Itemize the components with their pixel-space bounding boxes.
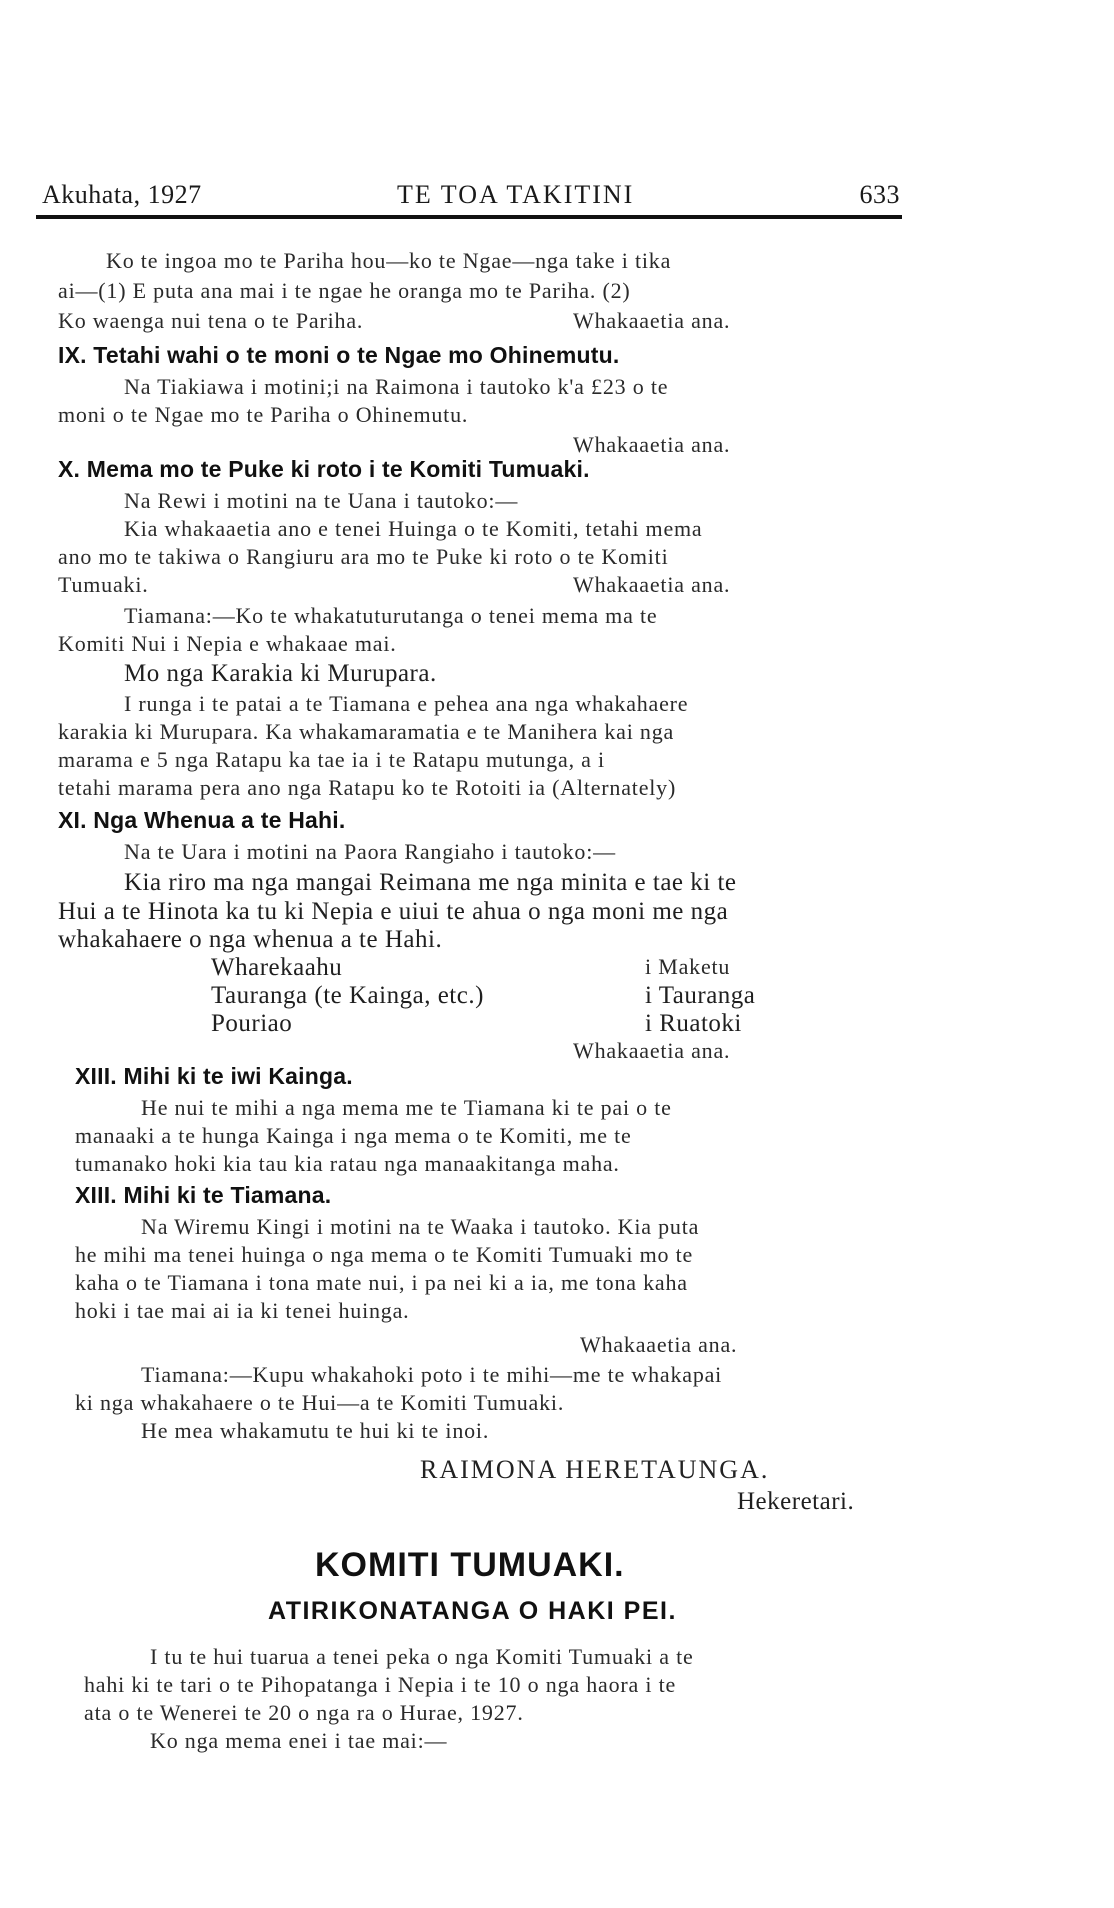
section-x-line-3: ano mo te takiwa o Rangiuru ara mo te Puke ki roto o te Komiti <box>58 544 669 569</box>
section-xiii-b-line-3: kaha o te Tiamana i tona mate nui, i pa nei ki a ia, me tona kaha <box>75 1270 688 1295</box>
header-publication-title: TE TOA TAKITINI <box>397 180 635 209</box>
section-xiii-b-line-1: Na Wiremu Kingi i motini na te Waaka i tautoko. Kia puta <box>141 1214 700 1239</box>
header-rule <box>36 215 902 219</box>
land-place-1: i Maketu <box>645 954 731 979</box>
land-place-2: i Tauranga <box>645 982 756 1009</box>
section-xi-passed: Whakaaetia ana. <box>573 1038 731 1063</box>
komiti-line-4: Ko nga mema enei i tae mai:— <box>150 1728 448 1753</box>
karakia-line-4: tetahi marama pera ano nga Ratapu ko te Rotoiti ia (Alternately) <box>58 775 677 800</box>
page-number: 633 <box>859 180 900 209</box>
intro-line-2: ai—(1) E puta ana mai i te ngae he oranga mo te Pariha. (2) <box>58 278 631 303</box>
land-name-1: Wharekaahu <box>211 954 343 981</box>
land-name-3: Pouriao <box>211 1010 293 1037</box>
karakia-line-1: I runga i te patai a te Tiamana e pehea ana nga whakahaere <box>124 691 689 716</box>
section-xi-line-3: Hui a te Hinota ka tu ki Nepia e uiui te ahua o nga moni me nga <box>58 898 729 925</box>
section-xi-heading: XI. Nga Whenua a te Hahi. <box>58 807 346 833</box>
section-x-chairman-line-1: Tiamana:—Ko te whakatuturutanga o tenei mema ma te <box>124 603 658 628</box>
intro-passed: Whakaaetia ana. <box>573 308 731 333</box>
section-xiii-b-line-4: hoki i tae mai ai ia ki tenei huinga. <box>75 1298 410 1323</box>
section-x-passed: Whakaaetia ana. <box>573 572 731 597</box>
karakia-line-3: marama e 5 nga Ratapu ka tae ia i te Ratapu mutunga, a i <box>58 747 605 772</box>
komiti-line-2: hahi ki te tari o te Pihopatanga i Nepia i te 10 o nga haora i te <box>84 1672 677 1697</box>
section-xiii-a-line-2: manaaki a te hunga Kainga i nga mema o te Komiti, me te <box>75 1123 632 1148</box>
section-ix-line-1: Na Tiakiawa i motini;i na Raimona i tautoko k'a £23 o te <box>124 374 669 399</box>
section-xi-line-4: whakahaere o nga whenua a te Hahi. <box>58 926 443 953</box>
section-x-line-4: Tumuaki. <box>58 572 149 597</box>
intro-line-3: Ko waenga nui tena o te Pariha. <box>58 308 364 333</box>
karakia-line-2: karakia ki Murupara. Ka whakamaramatia e te Manihera kai nga <box>58 719 675 744</box>
section-x-heading: X. Mema mo te Puke ki roto i te Komiti Tumuaki. <box>58 456 590 482</box>
komiti-title: KOMITI TUMUAKI. <box>315 1546 625 1584</box>
komiti-line-1: I tu te hui tuarua a tenei peka o nga Komiti Tumuaki a te <box>150 1644 694 1669</box>
section-xiii-b-heading: XIII. Mihi ki te Tiamana. <box>75 1182 332 1208</box>
intro-line-1: Ko te ingoa mo te Pariha hou—ko te Ngae—nga take i tika <box>106 248 672 273</box>
section-ix-heading: IX. Tetahi wahi o te moni o te Ngae mo Ohinemutu. <box>58 342 620 368</box>
running-head <box>42 180 900 214</box>
section-xiii-b-line-2: he mihi ma tenei huinga o nga mema o te Komiti Tumuaki mo te <box>75 1242 694 1267</box>
land-name-2: Tauranga (te Kainga, etc.) <box>211 982 484 1009</box>
section-ix-line-2: moni o te Ngae mo te Pariha o Ohinemutu. <box>58 402 469 427</box>
section-xiii-a-line-1: He nui te mihi a nga mema me te Tiamana ki te pai o te <box>141 1095 672 1120</box>
reply-line-1: Tiamana:—Kupu whakahoki poto i te mihi—me te whakapai <box>141 1362 723 1387</box>
komiti-line-3: ata o te Wenerei te 20 o nga ra o Hurae, 1927. <box>84 1700 524 1725</box>
signature-name: RAIMONA HERETAUNGA. <box>420 1455 770 1484</box>
karakia-subheading: Mo nga Karakia ki Murupara. <box>124 660 437 687</box>
section-x-line-1: Na Rewi i motini na te Uana i tautoko:— <box>124 488 519 513</box>
komiti-subtitle: ATIRIKONATANGA O HAKI PEI. <box>268 1597 677 1625</box>
closing-line: He mea whakamutu te hui ki te inoi. <box>141 1418 490 1443</box>
reply-line-2: ki nga whakahaere o te Hui—a te Komiti Tumuaki. <box>75 1390 565 1415</box>
land-place-3: i Ruatoki <box>645 1010 742 1037</box>
section-x-line-2: Kia whakaaetia ano e tenei Huinga o te Komiti, tetahi mema <box>124 516 703 541</box>
section-xi-line-2: Kia riro ma nga mangai Reimana me nga minita e tae ki te <box>124 869 737 896</box>
header-date: Akuhata, 1927 <box>42 180 202 209</box>
section-xiii-b-passed: Whakaaetia ana. <box>580 1332 738 1357</box>
section-xiii-a-heading: XIII. Mihi ki te iwi Kainga. <box>75 1063 353 1089</box>
signature-title: Hekeretari. <box>737 1488 855 1515</box>
section-ix-passed: Whakaaetia ana. <box>573 432 731 457</box>
section-xi-line-1: Na te Uara i motini na Paora Rangiaho i tautoko:— <box>124 839 616 864</box>
section-x-chairman-line-2: Komiti Nui i Nepia e whakaae mai. <box>58 631 397 656</box>
section-xiii-a-line-3: tumanako hoki kia tau kia ratau nga manaakitanga maha. <box>75 1151 620 1176</box>
